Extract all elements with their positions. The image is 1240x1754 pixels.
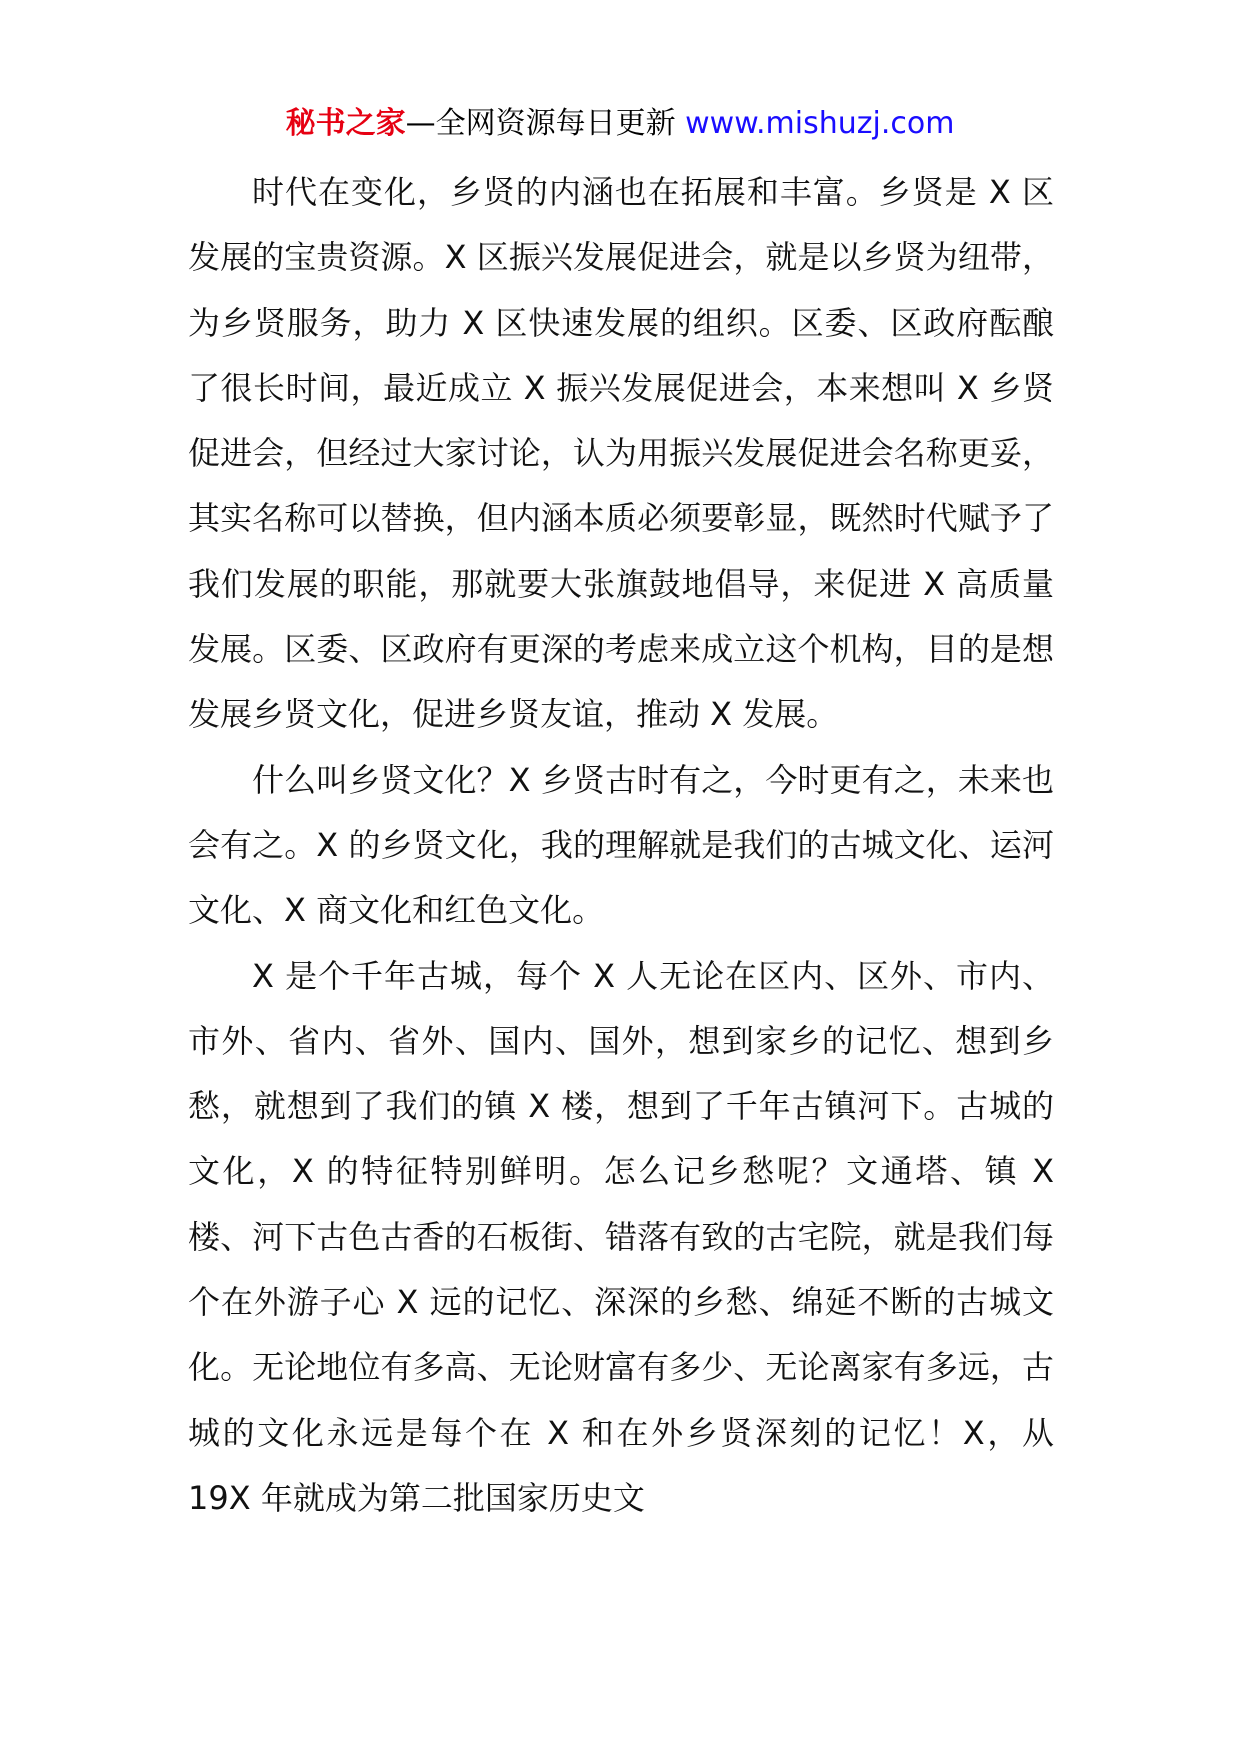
website-link[interactable]: www.mishuzj.com [685,106,955,141]
page-header [0,100,1240,148]
paragraph: 什么叫乡贤文化？X 乡贤古时有之，今时更有之，未来也会有之。X 的乡贤文化，我的理解就是我们的古城文化、运河文化、X 商文化和红色文化。 [188,760,1054,930]
brand-name: 秘书之家 [285,106,406,141]
header-tagline: —全网资源每日更新 [405,106,676,141]
paragraph: 时代在变化，乡贤的内涵也在拓展和丰富。乡贤是 X 区发展的宝贵资源。X 区振兴发展促进会，就是以乡贤为纽带，为乡贤服务，助力 X 区快速发展的组织。区委、区政府酝酿了很长时间，最近成立 X 振兴发展促进会，本来想叫 X 乡贤促进会，但经过大家讨论，认为用振兴发展促进会名称更妥，其实名称可以替换，但内涵本质必须要彰显，既然时代赋予了我们发展的职能，那就要大张旗鼓地倡导，来促进 X 高质量发展。区委、区政府有更深的考虑来成立这个机构，目的是想发展乡贤文化，促进乡贤友谊，推动 X 发展。 [188,173,1054,734]
paragraph: X 是个千年古城，每个 X 人无论在区内、区外、市内、市外、省内、省外、国内、国外，想到家乡的记忆、想到乡愁，就想到了我们的镇 X 楼，想到了千年古镇河下。古城的文化，X 的特征特别鲜明。怎么记乡愁呢？文通塔、镇 X 楼、河下古色古香的石板街、错落有致的古宅院，就是我们每个在外游子心 X 远的记忆、深深的乡愁、绵延不断的古城文化。无论地位有多高、无论财富有多少、无论离家有多远，古城的文化永远是每个在 X 和在外乡贤深刻的记忆！X，从 19X 年就成为第二批国家历史文 [188,956,1054,1517]
document-body [188,160,1054,1531]
